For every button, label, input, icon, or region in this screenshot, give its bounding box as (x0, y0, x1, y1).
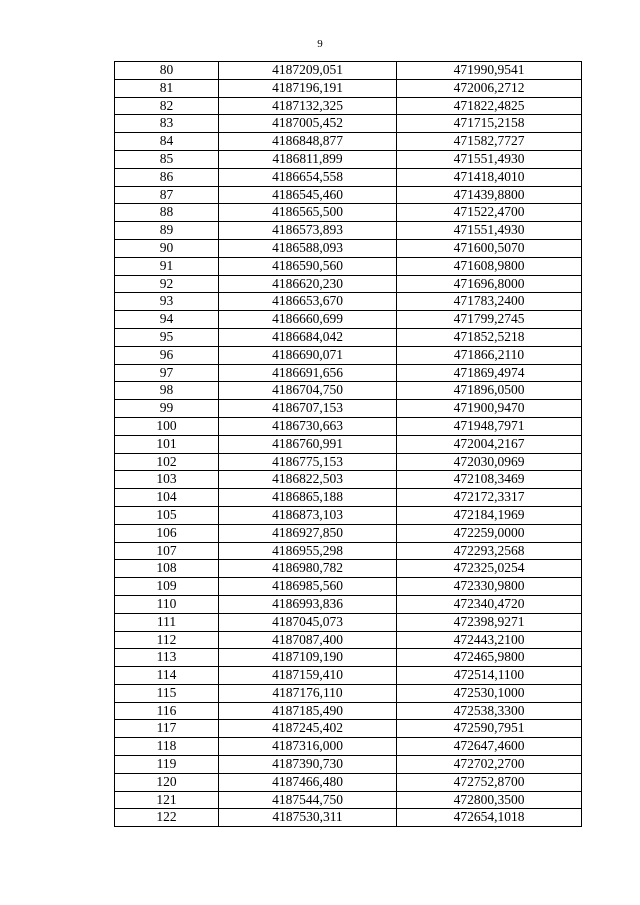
y-coordinate-cell: 472184,1969 (397, 506, 582, 524)
y-coordinate-cell: 471783,2400 (397, 293, 582, 311)
y-coordinate-cell: 471852,5218 (397, 328, 582, 346)
table-row (115, 595, 582, 613)
point-number-cell: 103 (115, 471, 219, 489)
x-coordinate-cell: 4187087,400 (219, 631, 397, 649)
y-coordinate-cell: 472530,1000 (397, 684, 582, 702)
point-number-cell: 106 (115, 524, 219, 542)
table-row (115, 186, 582, 204)
y-coordinate-cell: 471551,4930 (397, 150, 582, 168)
point-number-cell: 108 (115, 560, 219, 578)
x-coordinate-cell: 4187530,311 (219, 809, 397, 827)
table-row (115, 293, 582, 311)
point-number-cell: 112 (115, 631, 219, 649)
x-coordinate-cell: 4187109,190 (219, 649, 397, 667)
y-coordinate-cell: 472004,2167 (397, 435, 582, 453)
y-coordinate-cell: 472590,7951 (397, 720, 582, 738)
table-row (115, 809, 582, 827)
y-coordinate-cell: 472330,9800 (397, 578, 582, 596)
table-row (115, 773, 582, 791)
point-number-cell: 93 (115, 293, 219, 311)
x-coordinate-cell: 4186620,230 (219, 275, 397, 293)
x-coordinate-cell: 4187196,191 (219, 79, 397, 97)
table-row (115, 471, 582, 489)
table-row (115, 756, 582, 774)
y-coordinate-cell: 472172,3317 (397, 489, 582, 507)
table-row (115, 417, 582, 435)
y-coordinate-cell: 471896,0500 (397, 382, 582, 400)
point-number-cell: 89 (115, 222, 219, 240)
point-number-cell: 91 (115, 257, 219, 275)
table-row (115, 133, 582, 151)
y-coordinate-cell: 472702,2700 (397, 756, 582, 774)
table-row (115, 560, 582, 578)
x-coordinate-cell: 4186573,893 (219, 222, 397, 240)
point-number-cell: 81 (115, 79, 219, 97)
table-row (115, 649, 582, 667)
table-row (115, 79, 582, 97)
y-coordinate-cell: 472340,4720 (397, 595, 582, 613)
x-coordinate-cell: 4186955,298 (219, 542, 397, 560)
table-row (115, 382, 582, 400)
table-row (115, 453, 582, 471)
y-coordinate-cell: 471600,5070 (397, 239, 582, 257)
x-coordinate-cell: 4187245,402 (219, 720, 397, 738)
x-coordinate-cell: 4187176,110 (219, 684, 397, 702)
table-row (115, 684, 582, 702)
table-row (115, 720, 582, 738)
x-coordinate-cell: 4186691,656 (219, 364, 397, 382)
x-coordinate-cell: 4186660,699 (219, 311, 397, 329)
x-coordinate-cell: 4186822,503 (219, 471, 397, 489)
table-row (115, 168, 582, 186)
y-coordinate-cell: 472293,2568 (397, 542, 582, 560)
point-number-cell: 104 (115, 489, 219, 507)
x-coordinate-cell: 4186775,153 (219, 453, 397, 471)
table-row (115, 346, 582, 364)
y-coordinate-cell: 471822,4825 (397, 97, 582, 115)
table-row (115, 62, 582, 80)
y-coordinate-cell: 471866,2110 (397, 346, 582, 364)
point-number-cell: 101 (115, 435, 219, 453)
x-coordinate-cell: 4187209,051 (219, 62, 397, 80)
y-coordinate-cell: 471715,2158 (397, 115, 582, 133)
table-row (115, 738, 582, 756)
y-coordinate-cell: 472108,3469 (397, 471, 582, 489)
x-coordinate-cell: 4186760,991 (219, 435, 397, 453)
x-coordinate-cell: 4186730,663 (219, 417, 397, 435)
y-coordinate-cell: 471418,4010 (397, 168, 582, 186)
y-coordinate-cell: 472006,2712 (397, 79, 582, 97)
y-coordinate-cell: 471869,4974 (397, 364, 582, 382)
y-coordinate-cell: 472443,2100 (397, 631, 582, 649)
point-number-cell: 113 (115, 649, 219, 667)
x-coordinate-cell: 4186565,500 (219, 204, 397, 222)
y-coordinate-cell: 472752,8700 (397, 773, 582, 791)
y-coordinate-cell: 471990,9541 (397, 62, 582, 80)
point-number-cell: 94 (115, 311, 219, 329)
x-coordinate-cell: 4186927,850 (219, 524, 397, 542)
y-coordinate-cell: 472514,1100 (397, 667, 582, 685)
x-coordinate-cell: 4186588,093 (219, 239, 397, 257)
x-coordinate-cell: 4186690,071 (219, 346, 397, 364)
y-coordinate-cell: 472259,0000 (397, 524, 582, 542)
y-coordinate-cell: 471439,8800 (397, 186, 582, 204)
point-number-cell: 116 (115, 702, 219, 720)
x-coordinate-cell: 4186873,103 (219, 506, 397, 524)
point-number-cell: 95 (115, 328, 219, 346)
y-coordinate-cell: 472647,4600 (397, 738, 582, 756)
table-row (115, 400, 582, 418)
point-number-cell: 98 (115, 382, 219, 400)
table-row (115, 578, 582, 596)
x-coordinate-cell: 4186993,836 (219, 595, 397, 613)
table-row (115, 613, 582, 631)
x-coordinate-cell: 4186865,188 (219, 489, 397, 507)
table-row (115, 791, 582, 809)
table-row (115, 97, 582, 115)
table-row (115, 150, 582, 168)
point-number-cell: 122 (115, 809, 219, 827)
x-coordinate-cell: 4186590,560 (219, 257, 397, 275)
point-number-cell: 102 (115, 453, 219, 471)
x-coordinate-cell: 4187132,325 (219, 97, 397, 115)
x-coordinate-cell: 4186811,899 (219, 150, 397, 168)
x-coordinate-cell: 4187390,730 (219, 756, 397, 774)
x-coordinate-cell: 4186654,558 (219, 168, 397, 186)
point-number-cell: 99 (115, 400, 219, 418)
point-number-cell: 117 (115, 720, 219, 738)
y-coordinate-cell: 471522,4700 (397, 204, 582, 222)
y-coordinate-cell: 471551,4930 (397, 222, 582, 240)
point-number-cell: 86 (115, 168, 219, 186)
y-coordinate-cell: 471582,7727 (397, 133, 582, 151)
table-row (115, 506, 582, 524)
page-number: 9 (317, 38, 323, 50)
x-coordinate-cell: 4187466,480 (219, 773, 397, 791)
x-coordinate-cell: 4186704,750 (219, 382, 397, 400)
table-row (115, 239, 582, 257)
x-coordinate-cell: 4186848,877 (219, 133, 397, 151)
x-coordinate-cell: 4187185,490 (219, 702, 397, 720)
y-coordinate-cell: 471948,7971 (397, 417, 582, 435)
table-row (115, 489, 582, 507)
point-number-cell: 115 (115, 684, 219, 702)
point-number-cell: 107 (115, 542, 219, 560)
point-number-cell: 100 (115, 417, 219, 435)
point-number-cell: 85 (115, 150, 219, 168)
table-row (115, 524, 582, 542)
table-row (115, 542, 582, 560)
point-number-cell: 83 (115, 115, 219, 133)
x-coordinate-cell: 4186684,042 (219, 328, 397, 346)
x-coordinate-cell: 4187159,410 (219, 667, 397, 685)
point-number-cell: 96 (115, 346, 219, 364)
x-coordinate-cell: 4187544,750 (219, 791, 397, 809)
coordinates-table (114, 61, 582, 827)
table-row (115, 702, 582, 720)
y-coordinate-cell: 471799,2745 (397, 311, 582, 329)
table-row (115, 364, 582, 382)
point-number-cell: 118 (115, 738, 219, 756)
point-number-cell: 87 (115, 186, 219, 204)
y-coordinate-cell: 472800,3500 (397, 791, 582, 809)
coordinates-table-body (115, 62, 582, 827)
point-number-cell: 114 (115, 667, 219, 685)
x-coordinate-cell: 4187045,073 (219, 613, 397, 631)
point-number-cell: 119 (115, 756, 219, 774)
x-coordinate-cell: 4187316,000 (219, 738, 397, 756)
x-coordinate-cell: 4186980,782 (219, 560, 397, 578)
y-coordinate-cell: 472030,0969 (397, 453, 582, 471)
point-number-cell: 88 (115, 204, 219, 222)
y-coordinate-cell: 471696,8000 (397, 275, 582, 293)
table-row (115, 222, 582, 240)
table-row (115, 435, 582, 453)
table-row (115, 257, 582, 275)
point-number-cell: 97 (115, 364, 219, 382)
x-coordinate-cell: 4186653,670 (219, 293, 397, 311)
y-coordinate-cell: 472654,1018 (397, 809, 582, 827)
y-coordinate-cell: 472398,9271 (397, 613, 582, 631)
y-coordinate-cell: 471608,9800 (397, 257, 582, 275)
point-number-cell: 92 (115, 275, 219, 293)
point-number-cell: 82 (115, 97, 219, 115)
x-coordinate-cell: 4186707,153 (219, 400, 397, 418)
table-row (115, 311, 582, 329)
table-row (115, 275, 582, 293)
table-row (115, 204, 582, 222)
point-number-cell: 80 (115, 62, 219, 80)
x-coordinate-cell: 4186985,560 (219, 578, 397, 596)
point-number-cell: 120 (115, 773, 219, 791)
table-row (115, 328, 582, 346)
point-number-cell: 90 (115, 239, 219, 257)
x-coordinate-cell: 4186545,460 (219, 186, 397, 204)
y-coordinate-cell: 472465,9800 (397, 649, 582, 667)
y-coordinate-cell: 472538,3300 (397, 702, 582, 720)
point-number-cell: 111 (115, 613, 219, 631)
y-coordinate-cell: 471900,9470 (397, 400, 582, 418)
point-number-cell: 84 (115, 133, 219, 151)
y-coordinate-cell: 472325,0254 (397, 560, 582, 578)
table-row (115, 631, 582, 649)
point-number-cell: 110 (115, 595, 219, 613)
x-coordinate-cell: 4187005,452 (219, 115, 397, 133)
point-number-cell: 121 (115, 791, 219, 809)
table-row (115, 667, 582, 685)
point-number-cell: 109 (115, 578, 219, 596)
point-number-cell: 105 (115, 506, 219, 524)
table-row (115, 115, 582, 133)
